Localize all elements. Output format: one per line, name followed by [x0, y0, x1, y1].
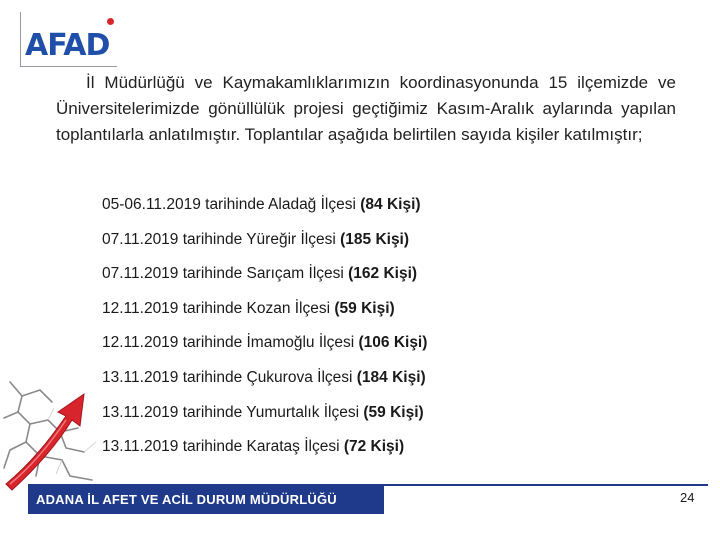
- page-number: 24: [680, 490, 695, 505]
- intro-paragraph: [56, 70, 676, 148]
- afad-logo: AFAD: [25, 28, 110, 63]
- meeting-item: [102, 402, 427, 437]
- meeting-text: 13.11.2019 tarihinde Yumurtalık İlçesi: [102, 403, 364, 421]
- meeting-text: 12.11.2019 tarihinde İmamoğlu İlçesi: [102, 334, 359, 352]
- meeting-count: (162 Kişi): [348, 265, 418, 283]
- meeting-text: 13.11.2019 tarihinde Karataş İlçesi: [102, 438, 344, 456]
- meeting-count: (59 Kişi): [363, 403, 424, 421]
- meeting-item: [102, 298, 427, 333]
- meeting-count: (106 Kişi): [358, 334, 428, 352]
- meeting-text: 07.11.2019 tarihinde Sarıçam İlçesi: [102, 265, 349, 283]
- intro-text: İl Müdürlüğü ve Kaymakamlıklarımızın koordinasyonunda 15 ilçemizde ve Üniversitelerimizde gönüllülük projesi geçtiğimiz Kasım-Aralık aylarında yapılan toplantılarla anlatılmıştır. Toplantılar aşağıda belirtilen sayıda kişiler katılmıştır;: [56, 73, 676, 144]
- meeting-text: 13.11.2019 tarihinde Çukurova İlçesi: [102, 368, 357, 386]
- meeting-text: 12.11.2019 tarihinde Kozan İlçesi: [102, 299, 335, 317]
- meeting-count: (184 Kişi): [356, 368, 426, 386]
- meeting-list: [102, 194, 427, 471]
- logo-dot-icon: [107, 18, 114, 25]
- meeting-count: (84 Kişi): [360, 196, 421, 213]
- meeting-count: (185 Kişi): [340, 230, 410, 248]
- meeting-item: [102, 436, 427, 471]
- meeting-item: [102, 332, 427, 367]
- cracked-ground-red-arrow-icon: [0, 372, 110, 492]
- footer-title: ADANA İL AFET VE ACİL DURUM MÜDÜRLÜĞÜ: [36, 492, 337, 507]
- logo-frame: [20, 12, 117, 67]
- meeting-text: 07.11.2019 tarihinde Yüreğir İlçesi: [102, 230, 341, 248]
- meeting-item: [102, 194, 427, 229]
- meeting-count: (72 Kişi): [343, 438, 405, 456]
- meeting-count: (59 Kişi): [334, 299, 395, 317]
- meeting-item: [102, 263, 427, 298]
- meeting-item: [102, 229, 427, 264]
- meeting-item: [102, 367, 427, 402]
- meeting-text: 05-06.11.2019 tarihinde Aladağ İlçesi: [102, 196, 361, 213]
